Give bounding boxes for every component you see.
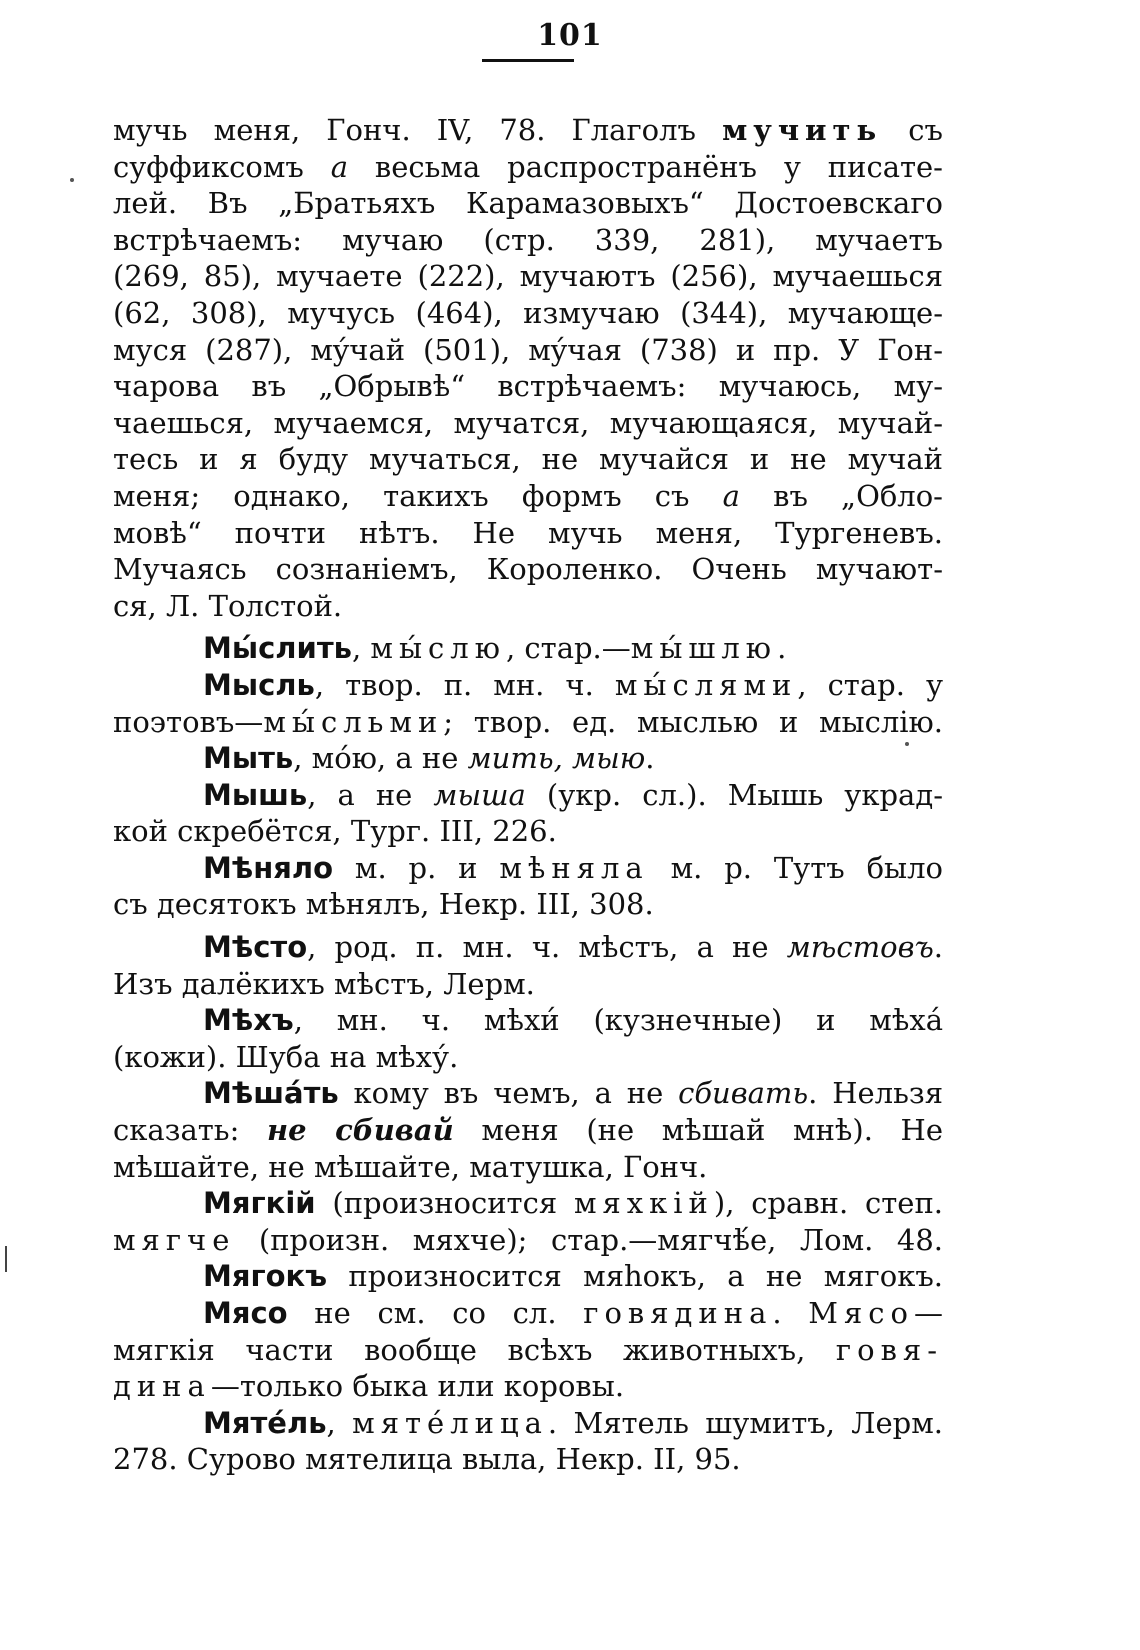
headword: Мясо — [203, 1296, 288, 1330]
text-line: (269, 85), мучаете (222), мучаютъ (256), мучаешься — [113, 259, 943, 294]
text-line: поэтовъ—мы́сльми; твор. ед. мыслью и мыслію. — [113, 704, 943, 739]
text-line: мучь меня, Гонч. IV, 78. Глаголъ мучить съ — [113, 113, 943, 147]
text-line: съ десятокъ мѣнялъ, Некр. III, 308. — [113, 887, 654, 922]
entry-myaso: Мясо не см. со сл. говядина. Мясо— — [203, 1296, 943, 1330]
entry-myagok: Мягокъ произносится мяһокъ, а не мягокъ. — [203, 1259, 943, 1294]
text-line: тесь и я буду мучаться, не мучайся и не мучай — [113, 442, 943, 477]
text-line: муся (287), мýчай (501), мýчая (738) и пр. У Гон- — [113, 332, 943, 367]
text-line: мягче (произн. мяхче); стар.—мягчѣ́е, Лом. 48. — [113, 1222, 943, 1257]
text-line: лей. Въ „Братьяхъ Карамазовыхъ“ Достоевскаго — [113, 186, 943, 221]
headword: Мы́слить — [203, 631, 352, 666]
text-line: мовѣ“ почти нѣтъ. Не мучь меня, Тургеневъ. — [113, 515, 943, 550]
text-line: суффиксомъ а весьма распространёнъ у писате- — [113, 149, 943, 184]
text-line: кой скребётся, Тург. III, 226. — [113, 814, 557, 849]
text-line: (кожи). Шуба на мѣху́. — [113, 1039, 459, 1074]
headword: Мягкій — [203, 1186, 316, 1221]
headword: Мыть — [203, 741, 294, 776]
text-line: 278. Сурово мятелица выла, Некр. II, 95. — [113, 1442, 741, 1477]
headword: Мяте́ль — [203, 1405, 327, 1440]
text-line: Мучаясь сознаніемъ, Короленко. Очень мучают- — [113, 552, 943, 587]
scan-speck — [70, 178, 74, 182]
page-number: 101 — [537, 18, 603, 53]
text-line: чаешься, мучаемся, мучатся, мучающаяся, мучай- — [113, 405, 943, 440]
headword: Мягокъ — [203, 1259, 328, 1294]
page-number-rule — [482, 59, 574, 62]
entry-mysh: Мышь, а не мыша (укр. сл.). Мышь украд- — [203, 777, 943, 812]
text-line: дина—только быка или коровы. — [113, 1369, 625, 1404]
text-line: сказать: не сбивай меня (не мѣшай мнѣ). Не — [113, 1113, 943, 1148]
text-line: ся, Л. Толстой. — [113, 588, 343, 623]
entry-myslit: Мы́слить, мы́слю, стар.—мы́шлю. — [203, 631, 787, 666]
entry-meshat: Мѣша́ть кому въ чемъ, а не сбивать. Нельзя — [203, 1076, 943, 1111]
text-line: меня; однако, такихъ формъ съ а въ „Обло- — [113, 478, 943, 513]
entry-menyalo: Мѣняло м. р. и мѣняла м. р. Тутъ было — [203, 850, 943, 885]
text-line: мѣшайте, не мѣшайте, матушка, Гонч. — [113, 1149, 708, 1184]
entry-myt: Мыть, мóю, а не мить, мыю. — [203, 741, 655, 776]
scan-edge-mark — [5, 1246, 7, 1272]
text-line: Изъ далёкихъ мѣстъ, Лерм. — [113, 966, 535, 1001]
entry-mesto: Мѣсто, род. п. мн. ч. мѣстъ, а не мѣстовъ. — [203, 930, 943, 965]
text-line: встрѣчаемъ: мучаю (стр. 339, 281), мучаетъ — [113, 222, 943, 257]
text-line: (62, 308), мучусь (464), измучаю (344), мучающе- — [113, 295, 943, 330]
entry-mysl: Мысль, твор. п. мн. ч. мы́слями, стар. у — [203, 667, 943, 702]
page-text — [113, 112, 943, 1478]
entry-myatel: Мяте́ль, мяте́лица. Мятель шумитъ, Лерм. — [203, 1405, 943, 1440]
headword: Мѣхъ — [203, 1003, 294, 1038]
headword: Мѣняло — [203, 850, 334, 885]
headword: Мышь — [203, 777, 308, 812]
headword: Мысль — [203, 667, 315, 702]
headword: Мѣсто — [203, 930, 308, 965]
text-line: чарова въ „Обрывѣ“ встрѣчаемъ: мучаюсь, му- — [113, 369, 943, 404]
text-line: мягкія части вообще всѣхъ животныхъ, говя- — [113, 1332, 943, 1367]
entry-mekh: Мѣхъ, мн. ч. мѣхи́ (кузнечные) и мѣха́ — [203, 1003, 943, 1038]
headword: Мѣша́ть — [203, 1076, 339, 1111]
entry-myagkiy: Мягкій (произносится мяхкій), сравн. степ. — [203, 1186, 943, 1221]
